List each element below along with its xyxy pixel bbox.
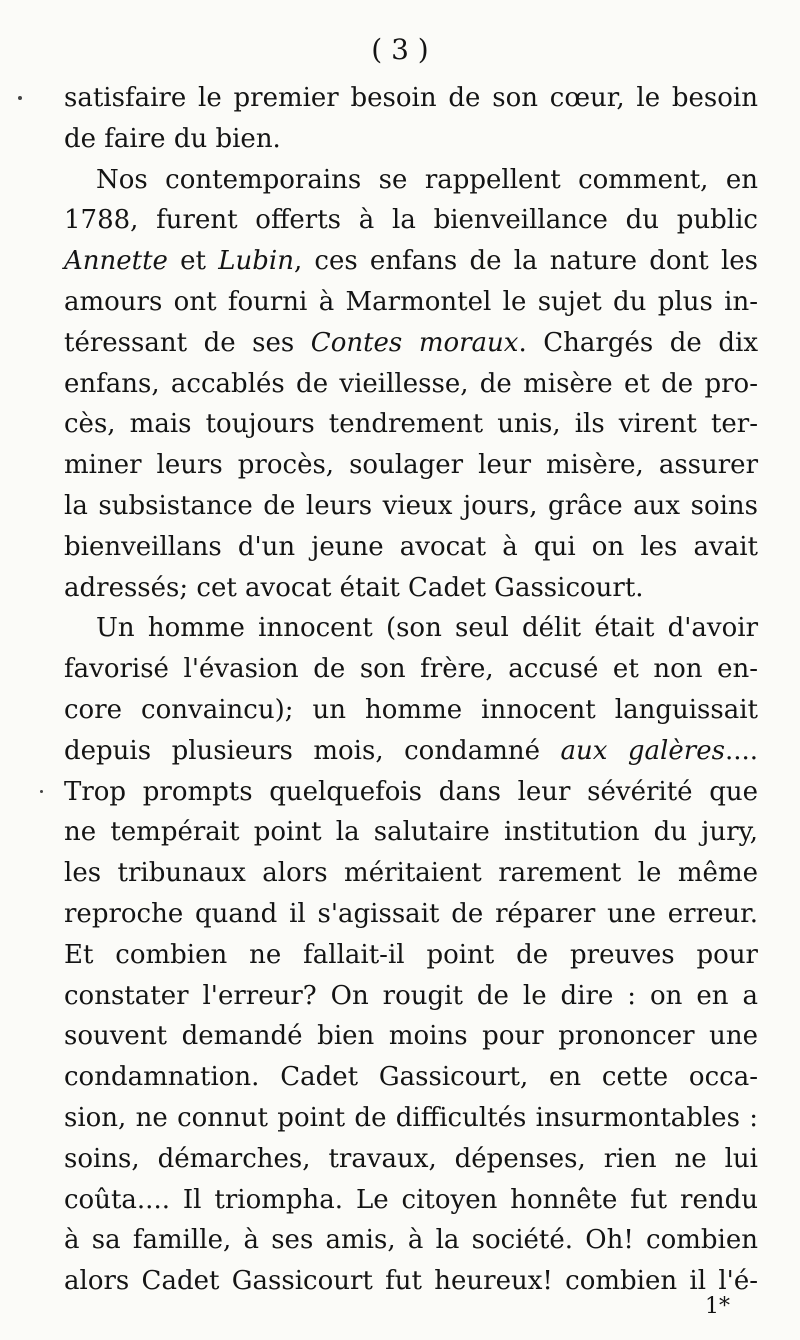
text-line: enfans, accablés de vieillesse, de misère et de pro- bbox=[64, 368, 758, 399]
italic-segment: Lubin bbox=[218, 246, 294, 277]
text-line: satisfaire le premier besoin de son cœur, le besoin bbox=[64, 83, 758, 113]
text-line: la subsistance de leurs vieux jours, grâce aux soins bbox=[64, 490, 758, 521]
text-segment: . Chargés de dix bbox=[518, 327, 758, 358]
text-line: condamnation. Cadet Gassicourt, en cette occa- bbox=[64, 1062, 758, 1093]
text-line: Nos contemporains se rappellent comment, en bbox=[96, 164, 758, 195]
text-line: Et combien ne fallait-il point de preuves pour bbox=[64, 939, 758, 970]
printer-signature-mark: 1* bbox=[705, 1294, 730, 1319]
text-line bbox=[64, 731, 758, 772]
text-line: cès, mais toujours tendrement unis, ils virent ter- bbox=[64, 409, 758, 440]
text-segment: depuis plusieurs mois, condamné bbox=[64, 735, 561, 766]
text-line: reproche quand il s'agissait de réparer une erreur. bbox=[64, 898, 758, 929]
text-segment: .... bbox=[724, 735, 758, 766]
italic-segment: aux galères bbox=[560, 735, 725, 766]
text-segment: et bbox=[167, 246, 219, 277]
text-line: coûta.... Il triompha. Le citoyen honnête fut rendu bbox=[64, 1184, 758, 1215]
text-line: 1788, furent offerts à la bienveillance du public bbox=[64, 205, 758, 236]
text-line: favorisé l'évasion de son frère, accusé et non en- bbox=[64, 654, 758, 685]
text-line: amours ont fourni à Marmontel le sujet du plus in- bbox=[64, 286, 758, 317]
text-line: Un homme innocent (son seul délit était d'avoir bbox=[96, 613, 758, 644]
text-line: adressés; cet avocat était Cadet Gassicourt. bbox=[64, 572, 644, 603]
text-line: constater l'erreur? On rougit de le dire : on en a bbox=[64, 980, 758, 1011]
text-line bbox=[64, 323, 758, 364]
italic-segment: Annette bbox=[64, 246, 168, 277]
text-line: alors Cadet Gassicourt fut heureux! combien il l'é- bbox=[64, 1266, 758, 1297]
text-line: les tribunaux alors méritaient rarement le même bbox=[64, 858, 758, 889]
print-speck bbox=[40, 790, 43, 793]
text-line: ne tempérait point la salutaire institution du jury, bbox=[64, 817, 758, 848]
text-line: miner leurs procès, soulager leur misère, assurer bbox=[64, 450, 758, 481]
text-line: à sa famille, à ses amis, à la société. Oh! combien bbox=[64, 1225, 758, 1256]
text-line: sion, ne connut point de difficultés insurmontables : bbox=[64, 1102, 758, 1133]
text-segment: , ces enfans de la nature dont les bbox=[293, 246, 758, 277]
text-segment: téressant de ses bbox=[64, 327, 311, 358]
italic-segment: Contes moraux bbox=[310, 327, 519, 358]
text-line: Trop prompts quelquefois dans leur sévérité que bbox=[64, 776, 758, 807]
print-speck bbox=[18, 96, 22, 100]
page-number: ( 3 ) bbox=[371, 33, 429, 66]
text-line bbox=[64, 241, 758, 282]
text-line: core convaincu); un homme innocent languissait bbox=[64, 694, 758, 725]
text-line: de faire du bien. bbox=[64, 123, 281, 154]
text-line: souvent demandé bien moins pour prononcer une bbox=[64, 1021, 758, 1052]
text-line: bienveillans d'un jeune avocat à qui on les avait bbox=[64, 531, 758, 562]
body-text bbox=[64, 78, 758, 1302]
text-line: soins, démarches, travaux, dépenses, rien ne lui bbox=[64, 1143, 758, 1174]
